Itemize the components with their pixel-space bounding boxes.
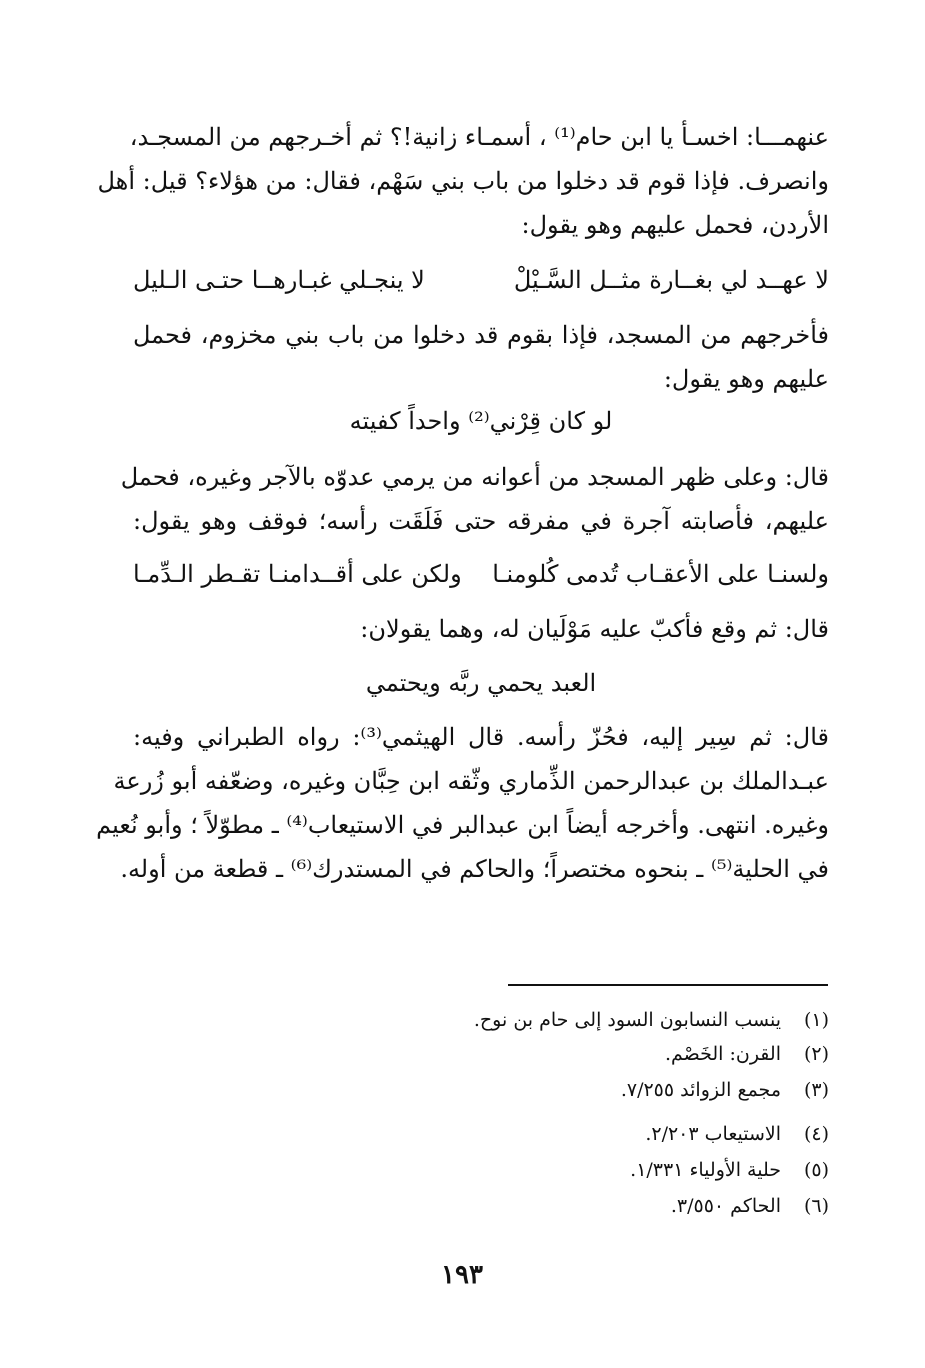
- footnote: [379, 1006, 829, 1034]
- footnote-number: (٦): [803, 1195, 829, 1217]
- body-line: عليهم، فأصابته آجرة في مفرقه حتى فَلَقَت رأسه؛ فوقف وهو يقول:: [133, 507, 829, 535]
- verse-line-centered: العبد يحمي ربَّه ويحتمي: [365, 669, 597, 697]
- footnote: [379, 1192, 829, 1220]
- footnote: [379, 1076, 829, 1104]
- verse-line: [133, 554, 829, 594]
- body-line: وغيره. انتهى. وأخرجه أيضاً ابن عبدالبر في الاستيعاب⁽⁴⁾ ـ مطوّلاً ؛ وأبو نُعيم: [96, 811, 829, 839]
- verse-line: [133, 260, 829, 300]
- footnote: [379, 1040, 829, 1068]
- footnote-text: حلية الأولياء ١/٣٣١.: [630, 1159, 781, 1181]
- page-number: ١٩٣: [441, 1260, 483, 1290]
- body-line: عليهم وهو يقول:: [663, 365, 829, 393]
- body-line: الأردن، فحمل عليهم وهو يقول:: [521, 211, 829, 239]
- footnote-text: الاستيعاب ٢/٢٠٣.: [645, 1123, 781, 1145]
- footnote-number: (٢): [803, 1043, 829, 1065]
- verse-second-hemistich: ولكن على أقــدامنـا تقـطر الـدِّمـا: [133, 560, 462, 588]
- body-line: قال: وعلى ظهر المسجد من أعوانه من يرمي عدوّه بالآجر وغيره، فحمل: [120, 463, 829, 491]
- body-line: في الحلية⁽⁵⁾ ـ بنحوه مختصراً؛ والحاكم في المستدرك⁽⁶⁾ ـ قطعة من أوله.: [120, 855, 829, 883]
- body-line: عبـدالملك بن عبدالرحمن الذِّماري وثّقه ابن حِبَّان وغيره، وضعّفه أبو زُرعة: [113, 767, 829, 795]
- verse-first-hemistich: لا عهــد لي بغــارة مثــل السَّـيْلْ: [513, 266, 829, 294]
- body-line: قال: ثم سِير إليه، فحُزّ رأسه. قال الهيثمي⁽³⁾: رواه الطبراني وفيه:: [133, 723, 829, 751]
- footnote-number: (٣): [803, 1079, 829, 1101]
- footnote-number: (١): [803, 1009, 829, 1031]
- footnote-number: (٤): [803, 1123, 829, 1145]
- verse-first-hemistich: ولسنـا على الأعقـاب تُدمى كُلومنـا: [492, 560, 829, 588]
- footnote-text: ينسب النسابون السود إلى حام بن نوح.: [473, 1009, 781, 1031]
- verse-line-centered: لو كان قِرْني⁽²⁾ واحداً كفيته: [349, 407, 613, 435]
- footnote: [379, 1156, 829, 1184]
- footnote-text: القرن: الخَصْم.: [664, 1043, 781, 1065]
- footnote: [379, 1120, 829, 1148]
- footnote-text: الحاكم ٣/٥٥٠.: [670, 1195, 781, 1217]
- footnote-text: مجمع الزوائد ٧/٢٥٥.: [620, 1079, 781, 1101]
- footnote-separator: [508, 984, 828, 986]
- body-line: عنهمـــا: اخسـأ يا ابن حام⁽¹⁾ ، أسمـاء زانية!؟ ثم أخـرجهم من المسجـد،: [129, 123, 829, 151]
- body-line: فأخرجهم من المسجد، فإذا بقوم قد دخلوا من باب بني مخزوم، فحمل: [133, 321, 829, 349]
- footnote-number: (٥): [803, 1159, 829, 1181]
- verse-second-hemistich: لا ينجـلي غبـارهــا حتـى الـليل: [133, 266, 425, 294]
- body-line: قال: ثم وقع فأكبّ عليه مَوْلَيان له، وهما يقولان:: [360, 615, 829, 643]
- body-line: وانصرف. فإذا قوم قد دخلوا من باب بني سَهْم، فقال: من هؤلاء؟ قيل: أهل: [97, 167, 829, 195]
